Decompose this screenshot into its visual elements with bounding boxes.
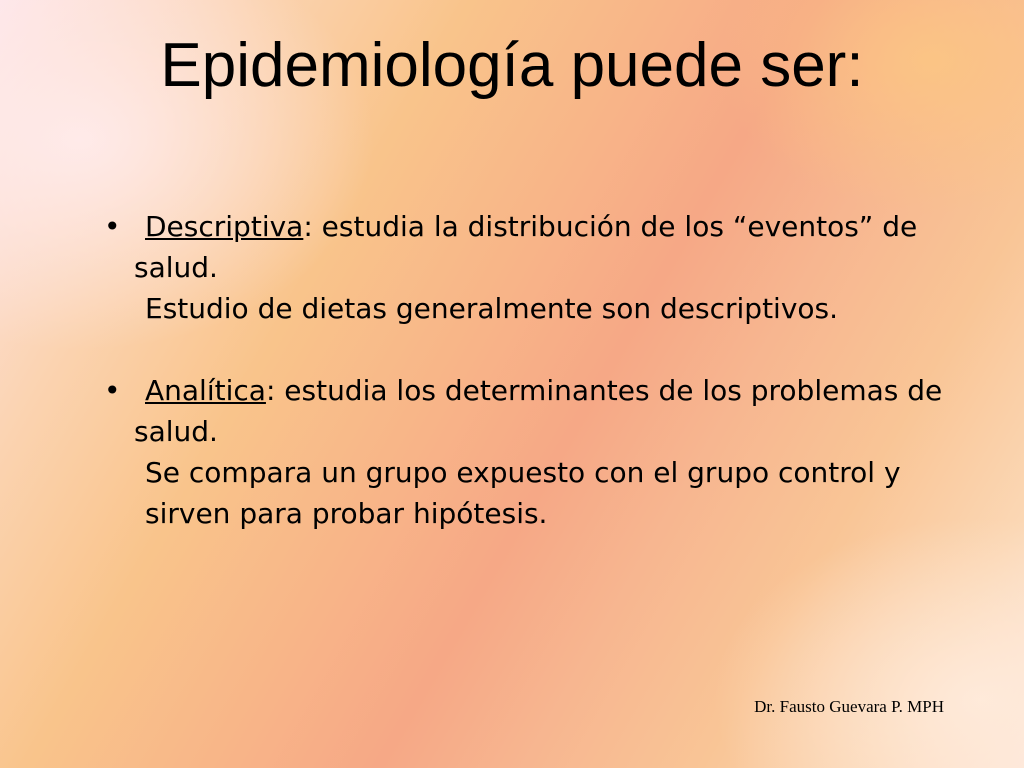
term-descriptiva: Descriptiva	[145, 210, 304, 243]
slide-footer-author: Dr. Fausto Guevara P. MPH	[754, 697, 944, 716]
note-analitica: Se compara un grupo expuesto con el grupo control y sirven para probar hipótesis.	[145, 456, 901, 530]
slide-title: Epidemiología puede ser:	[160, 31, 864, 100]
term-analitica: Analítica	[145, 374, 266, 407]
bullet-icon: •	[104, 210, 121, 243]
bullet-item-descriptiva	[104, 206, 984, 329]
bullet-icon: •	[104, 374, 121, 407]
definition-analitica: : estudia los determinantes de los problemas de salud.	[134, 374, 943, 448]
bullet-list	[104, 206, 984, 534]
definition-descriptiva: : estudia la distribución de los “eventos” de salud.	[134, 210, 918, 284]
note-descriptiva: Estudio de dietas generalmente son descriptivos.	[145, 292, 839, 325]
bullet-item-analitica	[104, 370, 984, 534]
